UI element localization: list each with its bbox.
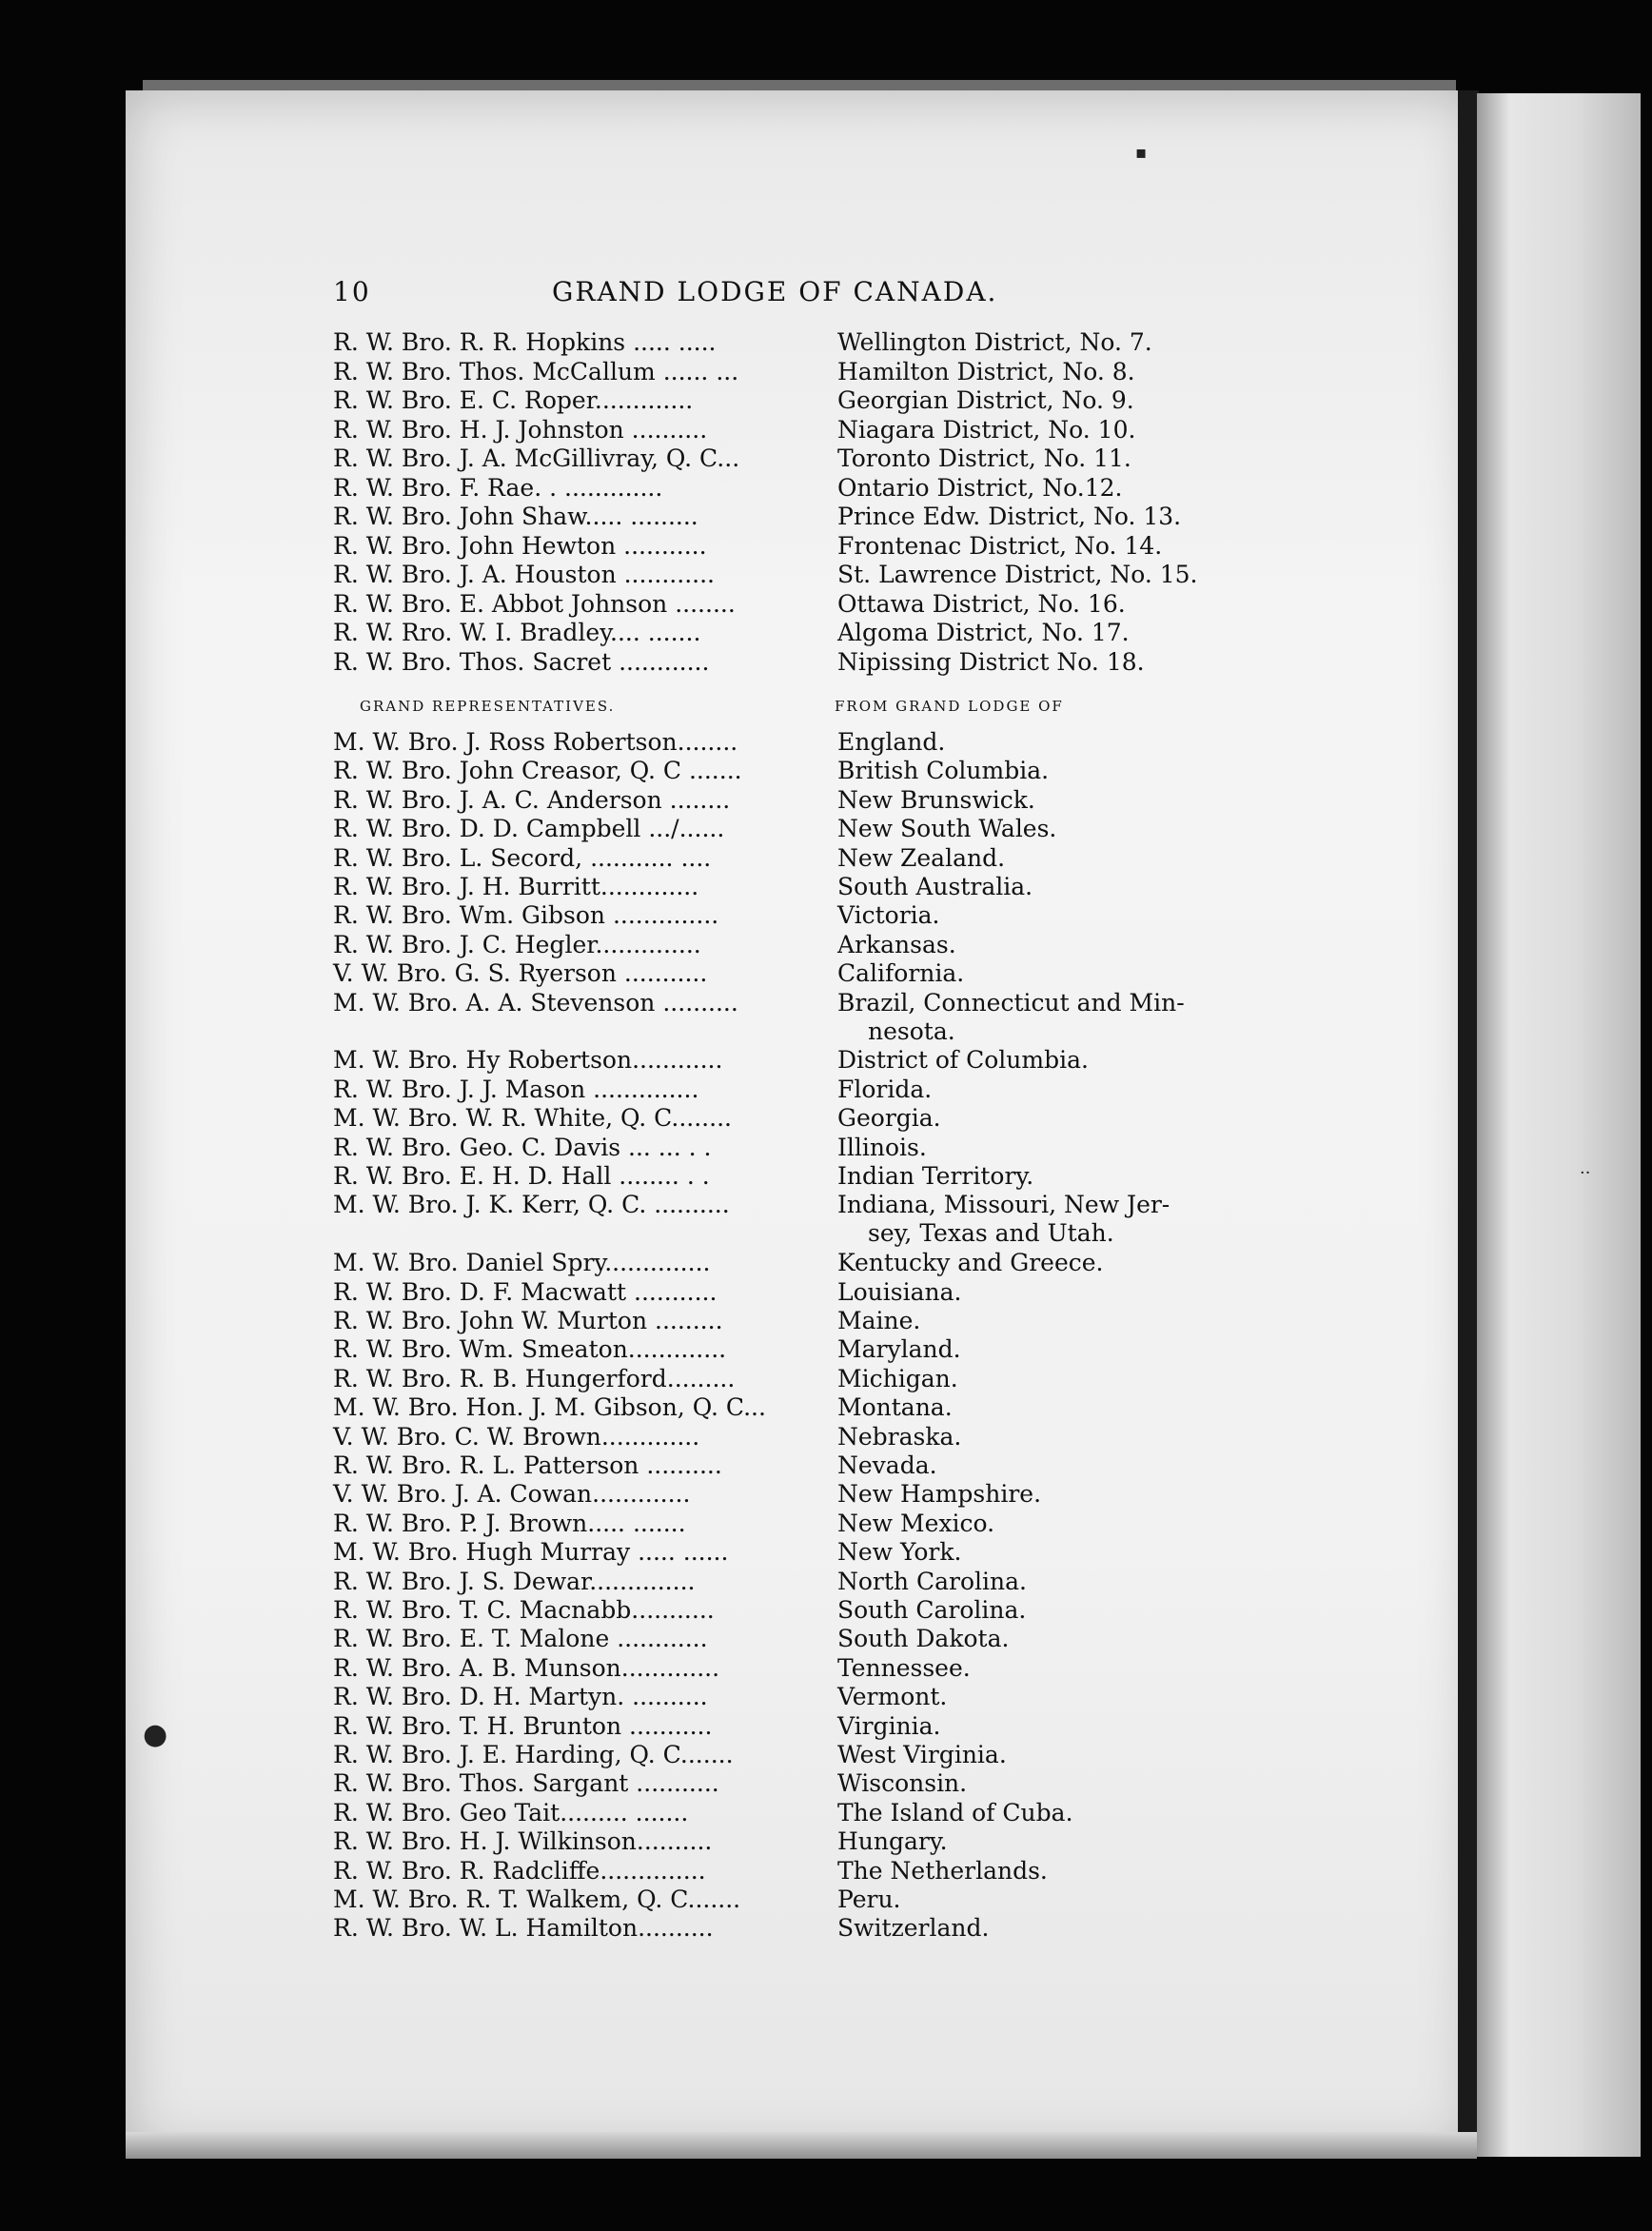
lodge-place: Niagara District, No. 10. <box>837 415 1136 444</box>
member-name: R. W. Bro. D. F. Macwatt ........... <box>333 1277 718 1306</box>
lodge-place: Brazil, Connecticut and Min- <box>837 988 1185 1017</box>
list-item <box>333 1568 1237 1596</box>
member-name: R. W. Bro. L. Secord, ........... .... <box>333 843 712 872</box>
lodge-place: Maine. <box>837 1307 921 1334</box>
member-name: R. W. Bro. D. D. Campbell .../...... <box>333 815 725 843</box>
page-number: 10 <box>333 276 371 307</box>
lodge-place: North Carolina. <box>837 1567 1027 1595</box>
member-name: M. W. Bro. R. T. Walkem, Q. C....... <box>333 1885 741 1913</box>
lodge-place-continued: sey, Texas and Utah. <box>868 1219 1114 1248</box>
member-name: M. W. Bro. Hy Robertson............ <box>333 1046 723 1075</box>
lodge-place: Georgian District, No. 9. <box>837 386 1134 414</box>
list-item <box>333 1335 1237 1364</box>
lodge-place: Maryland. <box>837 1335 961 1364</box>
list-item <box>333 1365 1237 1393</box>
lodge-place: West Virginia. <box>837 1741 1007 1768</box>
member-name: R. W. Bro. E. C. Roper............. <box>333 386 694 414</box>
member-name: M. W. Bro. J. K. Kerr, Q. C. .......... <box>333 1191 730 1219</box>
list-item <box>333 959 1237 988</box>
lodge-place: England. <box>837 728 946 756</box>
member-name: R. W. Bro. Wm. Gibson .............. <box>333 901 719 930</box>
member-name: R. W. Bro. D. H. Martyn. .......... <box>333 1683 708 1711</box>
member-name: R. W. Bro. John Creasor, Q. C ....... <box>333 757 742 785</box>
member-name: R. W. Bro. Thos. McCallum ...... ... <box>333 357 739 385</box>
lodge-place: New Zealand. <box>837 843 1006 872</box>
lodge-place: Ontario District, No.12. <box>837 473 1123 502</box>
member-name: R. W. Bro. John W. Murton ......... <box>333 1307 723 1334</box>
list-item <box>333 844 1237 873</box>
list-item <box>333 1307 1237 1335</box>
lodge-place: Indiana, Missouri, New Jer- <box>837 1191 1170 1219</box>
lodge-place: Nipissing District No. 18. <box>837 647 1145 676</box>
list-item <box>333 988 1237 1045</box>
member-name: R. W. Bro. J. A. McGillivray, Q. C... <box>333 444 740 472</box>
lodge-place: Arkansas. <box>837 930 956 958</box>
lodge-place: Virginia. <box>837 1711 941 1740</box>
member-name: R. W. Bro. H. J. Johnston .......... <box>333 415 708 444</box>
column-heading-representatives: GRAND REPRESENTATIVES. <box>360 698 616 715</box>
list-item <box>333 1076 1237 1104</box>
lodge-place: Vermont. <box>837 1683 948 1711</box>
list-item <box>333 1191 1237 1248</box>
member-name: R. W. Bro. J. C. Hegler.............. <box>333 930 701 958</box>
member-name: R. W. Rro. W. I. Bradley.... ....... <box>333 619 701 646</box>
list-item <box>333 1393 1237 1422</box>
lodge-place-continued: nesota. <box>868 1017 955 1045</box>
member-name: R. W. Bro. J. A. Houston ............ <box>333 561 715 588</box>
list-item <box>333 931 1237 959</box>
member-name: R. W. Bro. Thos. Sacret ............ <box>333 647 710 676</box>
member-name: M. W. Bro. Hon. J. M. Gibson, Q. C... <box>333 1393 766 1422</box>
lodge-place: Ottawa District, No. 16. <box>837 589 1126 618</box>
member-name: R. W. Bro. E. H. D. Hall ........ . . <box>333 1162 710 1190</box>
list-item <box>333 1510 1237 1538</box>
list-item <box>333 1712 1237 1741</box>
lodge-place: Michigan. <box>837 1364 958 1392</box>
lodge-place: Prince Edw. District, No. 13. <box>837 503 1182 530</box>
member-name: R. W. Bro. Wm. Smeaton............. <box>333 1335 727 1364</box>
list-item <box>333 358 1237 386</box>
list-item <box>333 328 1237 357</box>
list-item <box>333 1914 1237 1943</box>
lodge-place: South Dakota. <box>837 1625 1010 1653</box>
list-item <box>333 1769 1237 1798</box>
lodge-place: Frontenac District, No. 14. <box>837 531 1163 560</box>
list-item <box>333 1162 1237 1191</box>
lodge-place: South Australia. <box>837 873 1033 900</box>
lodge-place: Wellington District, No. 7. <box>837 328 1152 356</box>
lodge-place: Nevada. <box>837 1451 937 1479</box>
lodge-place: Algoma District, No. 17. <box>837 619 1130 646</box>
list-item <box>333 1596 1237 1625</box>
member-name: R. W. Bro. J. E. Harding, Q. C....... <box>333 1741 734 1768</box>
ink-speck: ·· <box>1580 1163 1591 1183</box>
lodge-place: Switzerland. <box>837 1914 990 1943</box>
list-item <box>333 1451 1237 1480</box>
member-name: R. W. Bro. H. J. Wilkinson.......... <box>333 1827 713 1856</box>
list-item <box>333 1741 1237 1769</box>
list-item <box>333 815 1237 843</box>
member-name: R. W. Bro. R. Radcliffe.............. <box>333 1856 706 1885</box>
lodge-place: Illinois. <box>837 1133 927 1161</box>
list-item <box>333 590 1237 619</box>
lodge-place: Hamilton District, No. 8. <box>837 357 1135 385</box>
list-item <box>333 1654 1237 1683</box>
member-name: R. W. Bro. R. L. Patterson .......... <box>333 1451 722 1479</box>
lodge-place: District of Columbia. <box>837 1046 1089 1075</box>
member-name: R. W. Bro. J. A. C. Anderson ........ <box>333 785 731 814</box>
lodge-place: Kentucky and Greece. <box>837 1249 1104 1277</box>
list-item <box>333 1134 1237 1162</box>
list-item <box>333 1857 1237 1885</box>
member-name: V. W. Bro. J. A. Cowan............. <box>333 1480 691 1509</box>
list-item <box>333 1104 1237 1133</box>
member-name: R. W. Bro. E. T. Malone ............ <box>333 1625 708 1653</box>
member-name: R. W. Bro. Geo. C. Davis ... ... . . <box>333 1133 712 1161</box>
lodge-place: The Netherlands. <box>837 1856 1048 1885</box>
member-name: M. W. Bro. Hugh Murray ..... ...... <box>333 1538 729 1567</box>
member-name: R. W. Bro. John Hewton ........... <box>333 531 707 560</box>
list-item <box>333 1683 1237 1711</box>
list-item <box>333 619 1237 647</box>
lodge-place: Florida. <box>837 1075 933 1103</box>
list-item <box>333 1625 1237 1653</box>
list-item <box>333 1423 1237 1451</box>
lodge-place: Louisiana. <box>837 1277 962 1306</box>
list-item <box>333 532 1237 561</box>
member-name: R. W. Bro. J. S. Dewar.............. <box>333 1567 696 1595</box>
member-name: V. W. Bro. C. W. Brown............. <box>333 1422 700 1451</box>
list-item <box>333 444 1237 473</box>
member-name: R. W. Bro. Geo Tait......... ....... <box>333 1798 689 1826</box>
member-name: M. W. Bro. Daniel Spry.............. <box>333 1249 711 1277</box>
lodge-place: New South Wales. <box>837 815 1057 843</box>
lodge-place: New Brunswick. <box>837 785 1035 814</box>
member-name: R. W. Bro. F. Rae. . ............. <box>333 473 663 502</box>
running-title: GRAND LODGE OF CANADA. <box>552 276 998 307</box>
lodge-place: Victoria. <box>837 901 940 930</box>
member-name: R. W. Bro. T. C. Macnabb........... <box>333 1596 715 1624</box>
member-name: R. W. Bro. R. B. Hungerford......... <box>333 1364 736 1392</box>
member-name: R. W. Bro. A. B. Munson............. <box>333 1653 720 1682</box>
facing-page-edge <box>1477 93 1641 2157</box>
list-item <box>333 474 1237 503</box>
list-item <box>333 1046 1237 1075</box>
list-item <box>333 901 1237 930</box>
lodge-place: Nebraska. <box>837 1422 962 1451</box>
list-item <box>333 416 1237 444</box>
list-item <box>333 728 1237 757</box>
list-item <box>333 561 1237 589</box>
member-name: V. W. Bro. G. S. Ryerson ........... <box>333 959 708 988</box>
member-name: M. W. Bro. J. Ross Robertson........ <box>333 728 738 756</box>
list-item <box>333 1249 1237 1277</box>
lodge-place: New Mexico. <box>837 1509 995 1537</box>
lodge-place: St. Lawrence District, No. 15. <box>837 561 1198 588</box>
list-item <box>333 1885 1237 1914</box>
member-name: M. W. Bro. A. A. Stevenson .......... <box>333 988 738 1017</box>
list-item <box>333 1480 1237 1509</box>
member-name: R. W. Bro. John Shaw..... ......... <box>333 503 698 530</box>
list-item <box>333 873 1237 901</box>
lodge-place: Tennessee. <box>837 1653 971 1682</box>
ink-speck: ● <box>143 1718 168 1751</box>
member-name: R. W. Bro. E. Abbot Johnson ........ <box>333 589 736 618</box>
member-name: R. W. Bro. T. H. Brunton ........... <box>333 1711 713 1740</box>
column-heading-grand-lodge: FROM GRAND LODGE OF <box>835 698 1064 715</box>
list-item <box>333 503 1237 531</box>
lodge-place: British Columbia. <box>837 757 1050 785</box>
lodge-place: South Carolina. <box>837 1596 1027 1624</box>
list-item <box>333 1827 1237 1856</box>
book-gutter <box>1458 90 1479 2156</box>
ink-speck: ▪ <box>1135 143 1148 163</box>
lodge-place: Hungary. <box>837 1827 948 1856</box>
lodge-place: Indian Territory. <box>837 1162 1034 1190</box>
lodge-place: Wisconsin. <box>837 1769 968 1798</box>
lodge-place: New York. <box>837 1538 962 1567</box>
member-name: R. W. Bro. Thos. Sargant ........... <box>333 1769 719 1798</box>
lodge-place: Montana. <box>837 1393 953 1422</box>
lodge-place: New Hampshire. <box>837 1480 1042 1509</box>
lodge-place: The Island of Cuba. <box>837 1798 1073 1826</box>
member-name: R. W. Bro. J. J. Mason .............. <box>333 1075 699 1103</box>
lodge-place: Georgia. <box>837 1104 941 1133</box>
lodge-place: California. <box>837 959 965 988</box>
member-name: M. W. Bro. W. R. White, Q. C........ <box>333 1104 732 1133</box>
list-item <box>333 757 1237 785</box>
member-name: R. W. Bro. R. R. Hopkins ..... ..... <box>333 328 717 356</box>
member-name: R. W. Bro. J. H. Burritt............. <box>333 873 699 900</box>
list-item <box>333 786 1237 815</box>
list-item <box>333 1799 1237 1827</box>
list-item <box>333 386 1237 415</box>
list-item <box>333 648 1237 677</box>
lodge-place: Peru. <box>837 1885 901 1913</box>
member-name: R. W. Bro. P. J. Brown..... ....... <box>333 1509 686 1537</box>
page-bottom-edge <box>126 2132 1477 2159</box>
list-item <box>333 1538 1237 1567</box>
member-name: R. W. Bro. W. L. Hamilton.......... <box>333 1914 714 1943</box>
page-header <box>333 276 999 314</box>
list-item <box>333 1278 1237 1307</box>
lodge-place: Toronto District, No. 11. <box>837 444 1131 472</box>
